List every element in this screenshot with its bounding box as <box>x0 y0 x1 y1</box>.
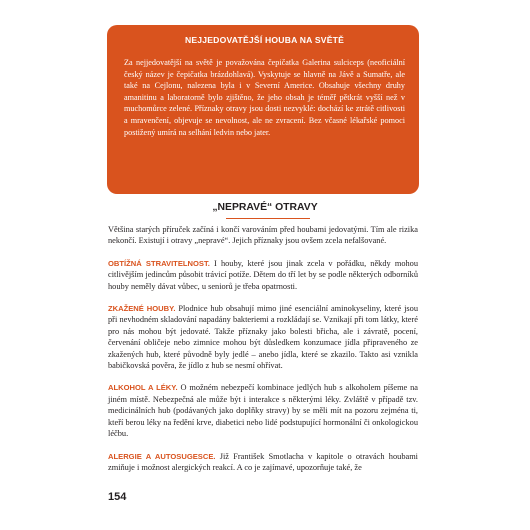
paragraph-spoiled <box>108 303 418 371</box>
info-box-text: Za nejjedovatější na světě je považována čepičatka Galerina sulciceps (neoficiální český název je čepičatka brázdohlavá). Vyskytuje se hlavně na Jávě a Sumatře, ale také na Cejlonu, nalezena byla i v Severní Americe. Obsahuje všechny druhy amanitinu a laboratorně bylo zjištěno, že jeho obsah je téměř pětkrát vyšší než v muchomůrce zelené. Příznaky otravy jsou dosti nezvyklé: dochází ke ztrátě citlivosti a mravenčení, objevuje se nevolnost, ale ne zvracení. Bez včasné lékařské pomoci postižený umírá na selhání ledvin nebo jater. <box>124 58 405 137</box>
paragraph-text: Plodnice hub obsahují mimo jiné esenciální aminokyseliny, které jsou při nevhodném skladování napadány bakteriemi a rozkládají se. Vznikají při tom látky, které pro nás mohou být jedovaté. Takže příznaky jako bolesti břicha, ale i závratě, pocení, červenání obličeje nebo zimnice mohou být důsledkem konzumace jídla připraveného ze zkažených hub, které původně byly jedlé – anebo jídla, které se zkazilo. Takto asi vznikla babičkovská pověra, že jídlo z hub se nesmí ohřívat. <box>108 304 418 371</box>
paragraph-lead: ZKAŽENÉ HOUBY. <box>108 304 176 314</box>
paragraph-text: O možném nebezpečí kombinace jedlých hub s alkoholem píšeme na jiném místě. Nebezpečná ale může být i interakce s některými léky. Zvláště v případě tzv. medicinálních hub (podávaných jako doplňky stravy) by se měli mít na pozoru zejména ti, kteří berou léky na ředění krve, diabetici nebo lidé podstupující hormonální či onkologickou léčbu. <box>108 383 418 439</box>
paragraph-alcohol <box>108 382 418 439</box>
paragraph-lead: ALKOHOL A LÉKY. <box>108 383 178 393</box>
paragraph-text: I houby, které jsou jinak zcela v pořádku, někdy mohou citlivějším jedincům působit trávicí potíže. Dětem do tří let by se podle některých odborníků houby neměly dávat vůbec, u seniorů je třeba opatrnosti. <box>108 258 419 291</box>
paragraph-text: Většina starých příruček začíná i končí varováním před houbami jedovatými. Tím ale rizika nekončí. Existují i otravy „nepravé“. Jejich příznaky jsou ovšem zcela nefalšované. <box>108 225 418 246</box>
heading-underline <box>226 218 310 219</box>
paragraph-lead: ALERGIE A AUTOSUGESCE. <box>108 451 216 461</box>
paragraph-lead: OBTÍŽNÁ STRAVITELNOST. <box>108 258 210 268</box>
paragraph-allergy <box>108 451 418 474</box>
paragraph-text: Již František Smotlacha v kapitole o otravách houbami zmiňuje i možnost alergických reakcí. A co je zajímavé, upozorňuje také, že <box>108 451 418 472</box>
page-number: 154 <box>108 491 127 503</box>
paragraph-digestibility <box>108 258 418 292</box>
section-heading: „NEPRAVÉ“ OTRAVY <box>212 202 318 213</box>
paragraph-intro <box>108 224 418 247</box>
body-text <box>108 224 418 484</box>
info-box <box>107 25 419 194</box>
info-box-title: NEJJEDOVATĚJŠÍ HOUBA NA SVĚTĚ <box>184 35 345 45</box>
